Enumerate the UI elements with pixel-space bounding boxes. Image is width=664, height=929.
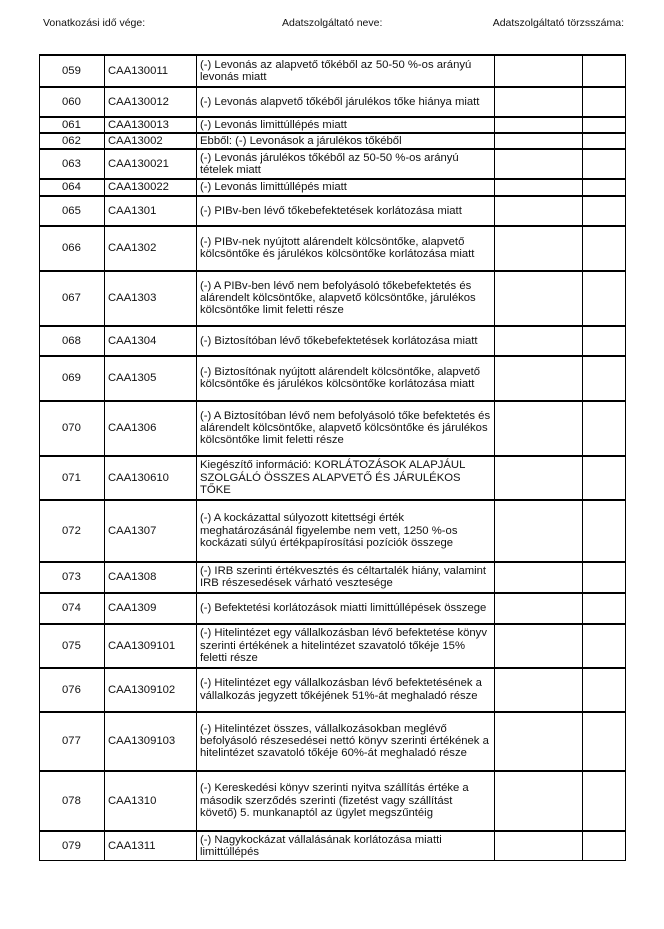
table-row <box>40 500 626 562</box>
table-row <box>40 562 626 593</box>
row-code: CAA1307 <box>105 500 197 562</box>
value-cell[interactable] <box>583 624 626 668</box>
row-number: 069 <box>40 356 105 401</box>
value-cell[interactable] <box>583 55 626 87</box>
row-description: (-) Levonás alapvető tőkéből járulékos tőke hiánya miatt <box>197 87 495 117</box>
row-code: CAA130022 <box>105 179 197 195</box>
row-description: (-) Nagykockázat vállalásának korlátozása miatti limittúllépés <box>197 831 495 861</box>
row-number: 072 <box>40 500 105 562</box>
row-description: (-) PIBv-nek nyújtott alárendelt kölcsöntőke, alapvető kölcsöntőke és járulékos kölcsöntőke korlátozása miatt <box>197 226 495 271</box>
provider-id-label: Adatszolgáltató törzsszáma: <box>492 17 624 29</box>
value-cell[interactable] <box>495 624 583 668</box>
row-code: CAA1305 <box>105 356 197 401</box>
table-row <box>40 149 626 179</box>
value-cell[interactable] <box>495 117 583 133</box>
row-description: (-) Biztosítónak nyújtott alárendelt kölcsöntőke, alapvető kölcsöntőke és járulékos kölcsöntőke korlátozása miatt <box>197 356 495 401</box>
row-code: CAA130610 <box>105 456 197 500</box>
row-number: 078 <box>40 771 105 831</box>
value-cell[interactable] <box>583 712 626 771</box>
value-cell[interactable] <box>495 562 583 593</box>
value-cell[interactable] <box>495 771 583 831</box>
row-description: (-) A PIBv-ben lévő nem befolyásoló tőkebefektetés és alárendelt kölcsöntőke, alapvető kölcsöntőke, járulékos kölcsöntőke limit feletti része <box>197 271 495 326</box>
table-row <box>40 668 626 712</box>
value-cell[interactable] <box>495 500 583 562</box>
table-row <box>40 624 626 668</box>
value-cell[interactable] <box>495 226 583 271</box>
value-cell[interactable] <box>495 356 583 401</box>
row-number: 063 <box>40 149 105 179</box>
value-cell[interactable] <box>495 87 583 117</box>
value-cell[interactable] <box>583 500 626 562</box>
value-cell[interactable] <box>495 401 583 456</box>
value-cell[interactable] <box>583 196 626 226</box>
table-row <box>40 55 626 87</box>
table-row <box>40 133 626 149</box>
period-end-label: Vonatkozási idő vége: <box>43 17 146 29</box>
table-row <box>40 117 626 133</box>
row-number: 065 <box>40 196 105 226</box>
row-description: (-) PIBv-ben lévő tőkebefektetések korlátozása miatt <box>197 196 495 226</box>
value-cell[interactable] <box>495 133 583 149</box>
row-number: 071 <box>40 456 105 500</box>
value-cell[interactable] <box>583 133 626 149</box>
table-row <box>40 196 626 226</box>
value-cell[interactable] <box>583 117 626 133</box>
value-cell[interactable] <box>583 326 626 356</box>
row-description: (-) Levonás járulékos tőkéből az 50-50 %-os arányú tételek miatt <box>197 149 495 179</box>
value-cell[interactable] <box>495 149 583 179</box>
value-cell[interactable] <box>583 401 626 456</box>
row-number: 075 <box>40 624 105 668</box>
value-cell[interactable] <box>583 356 626 401</box>
value-cell[interactable] <box>495 593 583 624</box>
row-number: 070 <box>40 401 105 456</box>
table-row <box>40 326 626 356</box>
row-description: (-) IRB szerinti értékvesztés és céltartalék hiány, valamint IRB részesedések várható vesztesége <box>197 562 495 593</box>
row-description: (-) Levonás limittúllépés miatt <box>197 117 495 133</box>
row-number: 076 <box>40 668 105 712</box>
row-code: CAA1310 <box>105 771 197 831</box>
report-table-body <box>40 55 626 861</box>
row-code: CAA1309 <box>105 593 197 624</box>
value-cell[interactable] <box>583 771 626 831</box>
value-cell[interactable] <box>583 271 626 326</box>
row-number: 066 <box>40 226 105 271</box>
report-table <box>39 54 626 861</box>
table-row <box>40 831 626 861</box>
row-description: (-) Hitelintézet egy vállalkozásban lévő befektetésének a vállalkozás jegyzett tőkéjének 51%-át meghaladó része <box>197 668 495 712</box>
row-code: CAA1309103 <box>105 712 197 771</box>
value-cell[interactable] <box>495 55 583 87</box>
row-code: CAA1301 <box>105 196 197 226</box>
row-code: CAA1306 <box>105 401 197 456</box>
row-description: (-) Hitelintézet összes, vállalkozásokban meglévő befolyásoló részesedései nettó könyv szerinti értékének a hitelintézet szavatoló tőkéje 60%-át meghaladó része <box>197 712 495 771</box>
row-description: (-) A Biztosítóban lévő nem befolyásoló tőke befektetés és alárendelt kölcsöntőke, alapvető kölcsöntőke és járulékos kölcsöntőke limit feletti része <box>197 401 495 456</box>
row-code: CAA1308 <box>105 562 197 593</box>
value-cell[interactable] <box>495 668 583 712</box>
row-code: CAA13002 <box>105 133 197 149</box>
value-cell[interactable] <box>583 179 626 195</box>
table-row <box>40 271 626 326</box>
provider-name-label: Adatszolgáltató neve: <box>282 17 383 29</box>
row-code: CAA130021 <box>105 149 197 179</box>
row-number: 062 <box>40 133 105 149</box>
row-code: CAA1304 <box>105 326 197 356</box>
row-number: 077 <box>40 712 105 771</box>
row-number: 059 <box>40 55 105 87</box>
table-row <box>40 356 626 401</box>
table-row <box>40 456 626 500</box>
row-code: CAA1302 <box>105 226 197 271</box>
value-cell[interactable] <box>583 149 626 179</box>
table-row <box>40 87 626 117</box>
row-code: CAA130011 <box>105 55 197 87</box>
row-description: (-) Levonás az alapvető tőkéből az 50-50 %-os arányú levonás miatt <box>197 55 495 87</box>
row-description: Ebből: (-) Levonások a járulékos tőkéből <box>197 133 495 149</box>
value-cell[interactable] <box>495 196 583 226</box>
row-description: (-) Befektetési korlátozások miatti limittúllépések összege <box>197 593 495 624</box>
value-cell[interactable] <box>495 712 583 771</box>
value-cell[interactable] <box>583 562 626 593</box>
row-code: CAA1311 <box>105 831 197 861</box>
value-cell[interactable] <box>495 831 583 861</box>
value-cell[interactable] <box>495 326 583 356</box>
row-description: (-) A kockázattal súlyozott kitettségi érték meghatározásánál figyelembe nem vett, 1250 %-os kockázati súlyú értékpapírosítási pozíciók összege <box>197 500 495 562</box>
value-cell[interactable] <box>495 271 583 326</box>
value-cell[interactable] <box>583 668 626 712</box>
table-row <box>40 226 626 271</box>
value-cell[interactable] <box>583 831 626 861</box>
row-description: Kiegészítő információ: KORLÁTOZÁSOK ALAPJÁUL SZOLGÁLÓ ÖSSZES ALAPVETŐ ÉS JÁRULÉKOS TŐKE <box>197 456 495 500</box>
value-cell[interactable] <box>495 456 583 500</box>
row-number: 064 <box>40 179 105 195</box>
row-number: 073 <box>40 562 105 593</box>
value-cell[interactable] <box>583 456 626 500</box>
row-code: CAA1309101 <box>105 624 197 668</box>
row-number: 067 <box>40 271 105 326</box>
value-cell[interactable] <box>583 593 626 624</box>
row-number: 079 <box>40 831 105 861</box>
row-number: 074 <box>40 593 105 624</box>
table-row <box>40 771 626 831</box>
row-description: (-) Kereskedési könyv szerinti nyitva szállítás értéke a második szerződés szerinti (fizetést vagy szállítást követő) 5. munkanaptól az ügylet megszűntéig <box>197 771 495 831</box>
row-number: 068 <box>40 326 105 356</box>
table-row <box>40 712 626 771</box>
row-description: (-) Biztosítóban lévő tőkebefektetések korlátozása miatt <box>197 326 495 356</box>
row-code: CAA130012 <box>105 87 197 117</box>
value-cell[interactable] <box>495 179 583 195</box>
row-code: CAA1309102 <box>105 668 197 712</box>
table-row <box>40 593 626 624</box>
value-cell[interactable] <box>583 226 626 271</box>
row-description: (-) Levonás limittúllépés miatt <box>197 179 495 195</box>
table-row <box>40 179 626 195</box>
row-code: CAA130013 <box>105 117 197 133</box>
row-number: 061 <box>40 117 105 133</box>
table-row <box>40 401 626 456</box>
row-description: (-) Hitelintézet egy vállalkozásban lévő befektetése könyv szerinti értékének a hitelintézet szavatoló tőkéje 15% feletti része <box>197 624 495 668</box>
row-number: 060 <box>40 87 105 117</box>
row-code: CAA1303 <box>105 271 197 326</box>
value-cell[interactable] <box>583 87 626 117</box>
